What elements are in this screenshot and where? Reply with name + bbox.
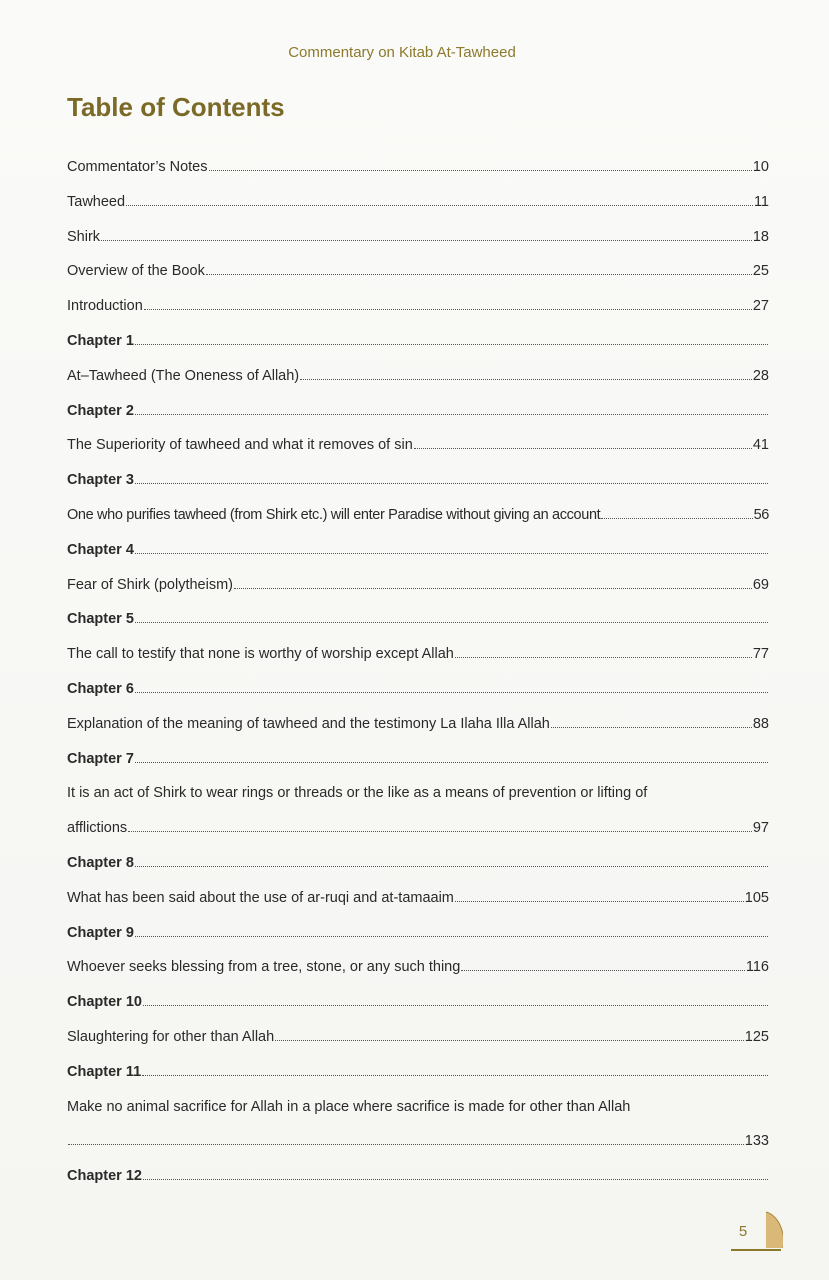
dot-leader: [135, 923, 768, 936]
toc-page-number: 27: [752, 298, 769, 315]
toc-page-number: 25: [752, 263, 769, 280]
toc-page-number: 97: [752, 820, 769, 837]
toc-entry-label: Explanation of the meaning of tawheed and the testimony La Ilaha Illa Allah: [67, 715, 550, 732]
dot-leader: [126, 192, 753, 205]
toc-chapter-heading[interactable]: [67, 1159, 769, 1194]
toc-entry-label: Chapter 9: [67, 924, 134, 941]
toc-entry[interactable]: [67, 950, 769, 985]
toc-chapter-heading[interactable]: [67, 846, 769, 881]
toc-entry[interactable]: [67, 881, 769, 916]
toc-entry[interactable]: [67, 150, 769, 185]
toc-entry[interactable]: [67, 568, 769, 603]
toc-entry[interactable]: [67, 185, 769, 220]
running-header: Commentary on Kitab At-Tawheed: [288, 44, 516, 61]
toc-page-number: 133: [744, 1133, 769, 1150]
toc-entry-label: Chapter 4: [67, 541, 134, 558]
footer-rule: [731, 1249, 781, 1251]
toc-entry[interactable]: [67, 707, 769, 742]
toc-chapter-heading[interactable]: [67, 916, 769, 951]
toc-entry[interactable]: [67, 289, 769, 324]
toc-entry[interactable]: [67, 1020, 769, 1055]
toc-entry-label: Chapter 5: [67, 611, 134, 628]
toc-entry-label: The Superiority of tawheed and what it removes of sin: [67, 437, 413, 454]
toc-entry-label: Introduction: [67, 298, 143, 315]
dot-leader: [143, 1167, 768, 1180]
dot-leader: [101, 227, 752, 240]
dot-leader: [300, 366, 752, 379]
dot-leader: [135, 854, 768, 867]
dot-leader: [142, 1062, 768, 1075]
toc-entry-label: The call to testify that none is worthy of worship except Allah: [67, 646, 454, 663]
page-number: 5: [738, 1223, 748, 1240]
dot-leader: [135, 540, 768, 553]
table-of-contents: [67, 150, 769, 1194]
toc-page-number: 88: [752, 715, 769, 732]
toc-entry[interactable]: [67, 776, 769, 811]
toc-entry-label: Fear of Shirk (polytheism): [67, 576, 233, 593]
toc-entry-label: Chapter 12: [67, 1168, 142, 1185]
toc-entry[interactable]: [67, 637, 769, 672]
dot-leader: [601, 506, 752, 519]
toc-entry-label: It is an act of Shirk to wear rings or threads or the like as a means of prevention or lifting of: [67, 785, 648, 802]
dot-leader: [455, 888, 744, 901]
dot-leader: [128, 819, 752, 832]
toc-page-number: 11: [753, 193, 769, 210]
toc-entry-label: Chapter 1: [67, 332, 134, 349]
toc-chapter-heading[interactable]: [67, 602, 769, 637]
dot-leader: [206, 262, 752, 275]
toc-page-number: 56: [753, 506, 769, 523]
toc-entry-label: Whoever seeks blessing from a tree, stone, or any such thing: [67, 959, 461, 976]
toc-page-number: 28: [752, 367, 769, 384]
toc-entry[interactable]: [67, 254, 769, 289]
dot-leader: [135, 332, 768, 345]
dot-leader: [135, 610, 768, 623]
toc-page-number: 125: [744, 1028, 769, 1045]
dot-leader: [275, 1028, 744, 1041]
toc-entry-label: Chapter 6: [67, 680, 134, 697]
dot-leader: [551, 714, 752, 727]
toc-entry-label: One who purifies tawheed (from Shirk etc.) will enter Paradise without giving an account: [67, 506, 601, 523]
toc-entry-label: At–Tawheed (The Oneness of Allah): [67, 367, 300, 384]
toc-entry-label: Chapter 11: [67, 1063, 142, 1080]
dot-leader: [461, 958, 745, 971]
toc-page-number: 41: [752, 437, 769, 454]
dot-leader: [135, 471, 768, 484]
toc-entry-label: Commentator’s Notes: [67, 159, 208, 175]
toc-page-number: 18: [752, 228, 769, 245]
toc-chapter-heading[interactable]: [67, 324, 769, 359]
toc-chapter-heading[interactable]: [67, 672, 769, 707]
dot-leader: [234, 575, 752, 588]
toc-entry[interactable]: [67, 220, 769, 255]
toc-entry-label: afflictions: [67, 820, 128, 837]
toc-entry-label: Chapter 2: [67, 402, 134, 419]
toc-page-number: 10: [752, 159, 769, 175]
dot-leader: [135, 749, 768, 762]
toc-entry-label: Chapter 10: [67, 994, 142, 1011]
toc-entry-label: Make no animal sacrifice for Allah in a place where sacrifice is made for other than Allah: [67, 1098, 631, 1115]
toc-entry-label: Overview of the Book: [67, 263, 205, 280]
toc-entry-label: Chapter 8: [67, 854, 134, 871]
dot-leader: [135, 401, 768, 414]
toc-chapter-heading[interactable]: [67, 394, 769, 429]
toc-entry[interactable]: [67, 1090, 769, 1125]
toc-page-number: 116: [745, 959, 769, 976]
toc-entry-label: Chapter 7: [67, 750, 134, 767]
toc-page-number: 105: [744, 889, 769, 906]
dot-leader: [209, 158, 752, 171]
toc-entry[interactable]: [67, 498, 769, 533]
toc-page-number: 69: [752, 576, 769, 593]
toc-entry-label: Tawheed: [67, 193, 126, 210]
toc-title: Table of Contents: [67, 92, 285, 122]
toc-entry-label: Chapter 3: [67, 472, 134, 489]
toc-entry[interactable]: [67, 1124, 769, 1159]
toc-chapter-heading[interactable]: [67, 742, 769, 777]
toc-chapter-heading[interactable]: [67, 463, 769, 498]
dot-leader: [414, 436, 752, 449]
toc-entry-label: Slaughtering for other than Allah: [67, 1028, 275, 1045]
dot-leader: [144, 297, 752, 310]
toc-entry[interactable]: [67, 428, 769, 463]
dot-leader: [143, 993, 768, 1006]
toc-page-number: 77: [752, 646, 769, 663]
toc-chapter-heading[interactable]: [67, 985, 769, 1020]
toc-entry[interactable]: [67, 811, 769, 846]
dot-leader: [455, 645, 752, 658]
toc-entry-label: What has been said about the use of ar-ruqi and at-tamaaim: [67, 889, 454, 906]
toc-entry[interactable]: [67, 359, 769, 394]
toc-entry-label: Shirk: [67, 228, 101, 245]
toc-chapter-heading[interactable]: [67, 533, 769, 568]
toc-chapter-heading[interactable]: [67, 1055, 769, 1090]
dot-leader: [68, 1132, 744, 1145]
dot-leader: [135, 680, 768, 693]
